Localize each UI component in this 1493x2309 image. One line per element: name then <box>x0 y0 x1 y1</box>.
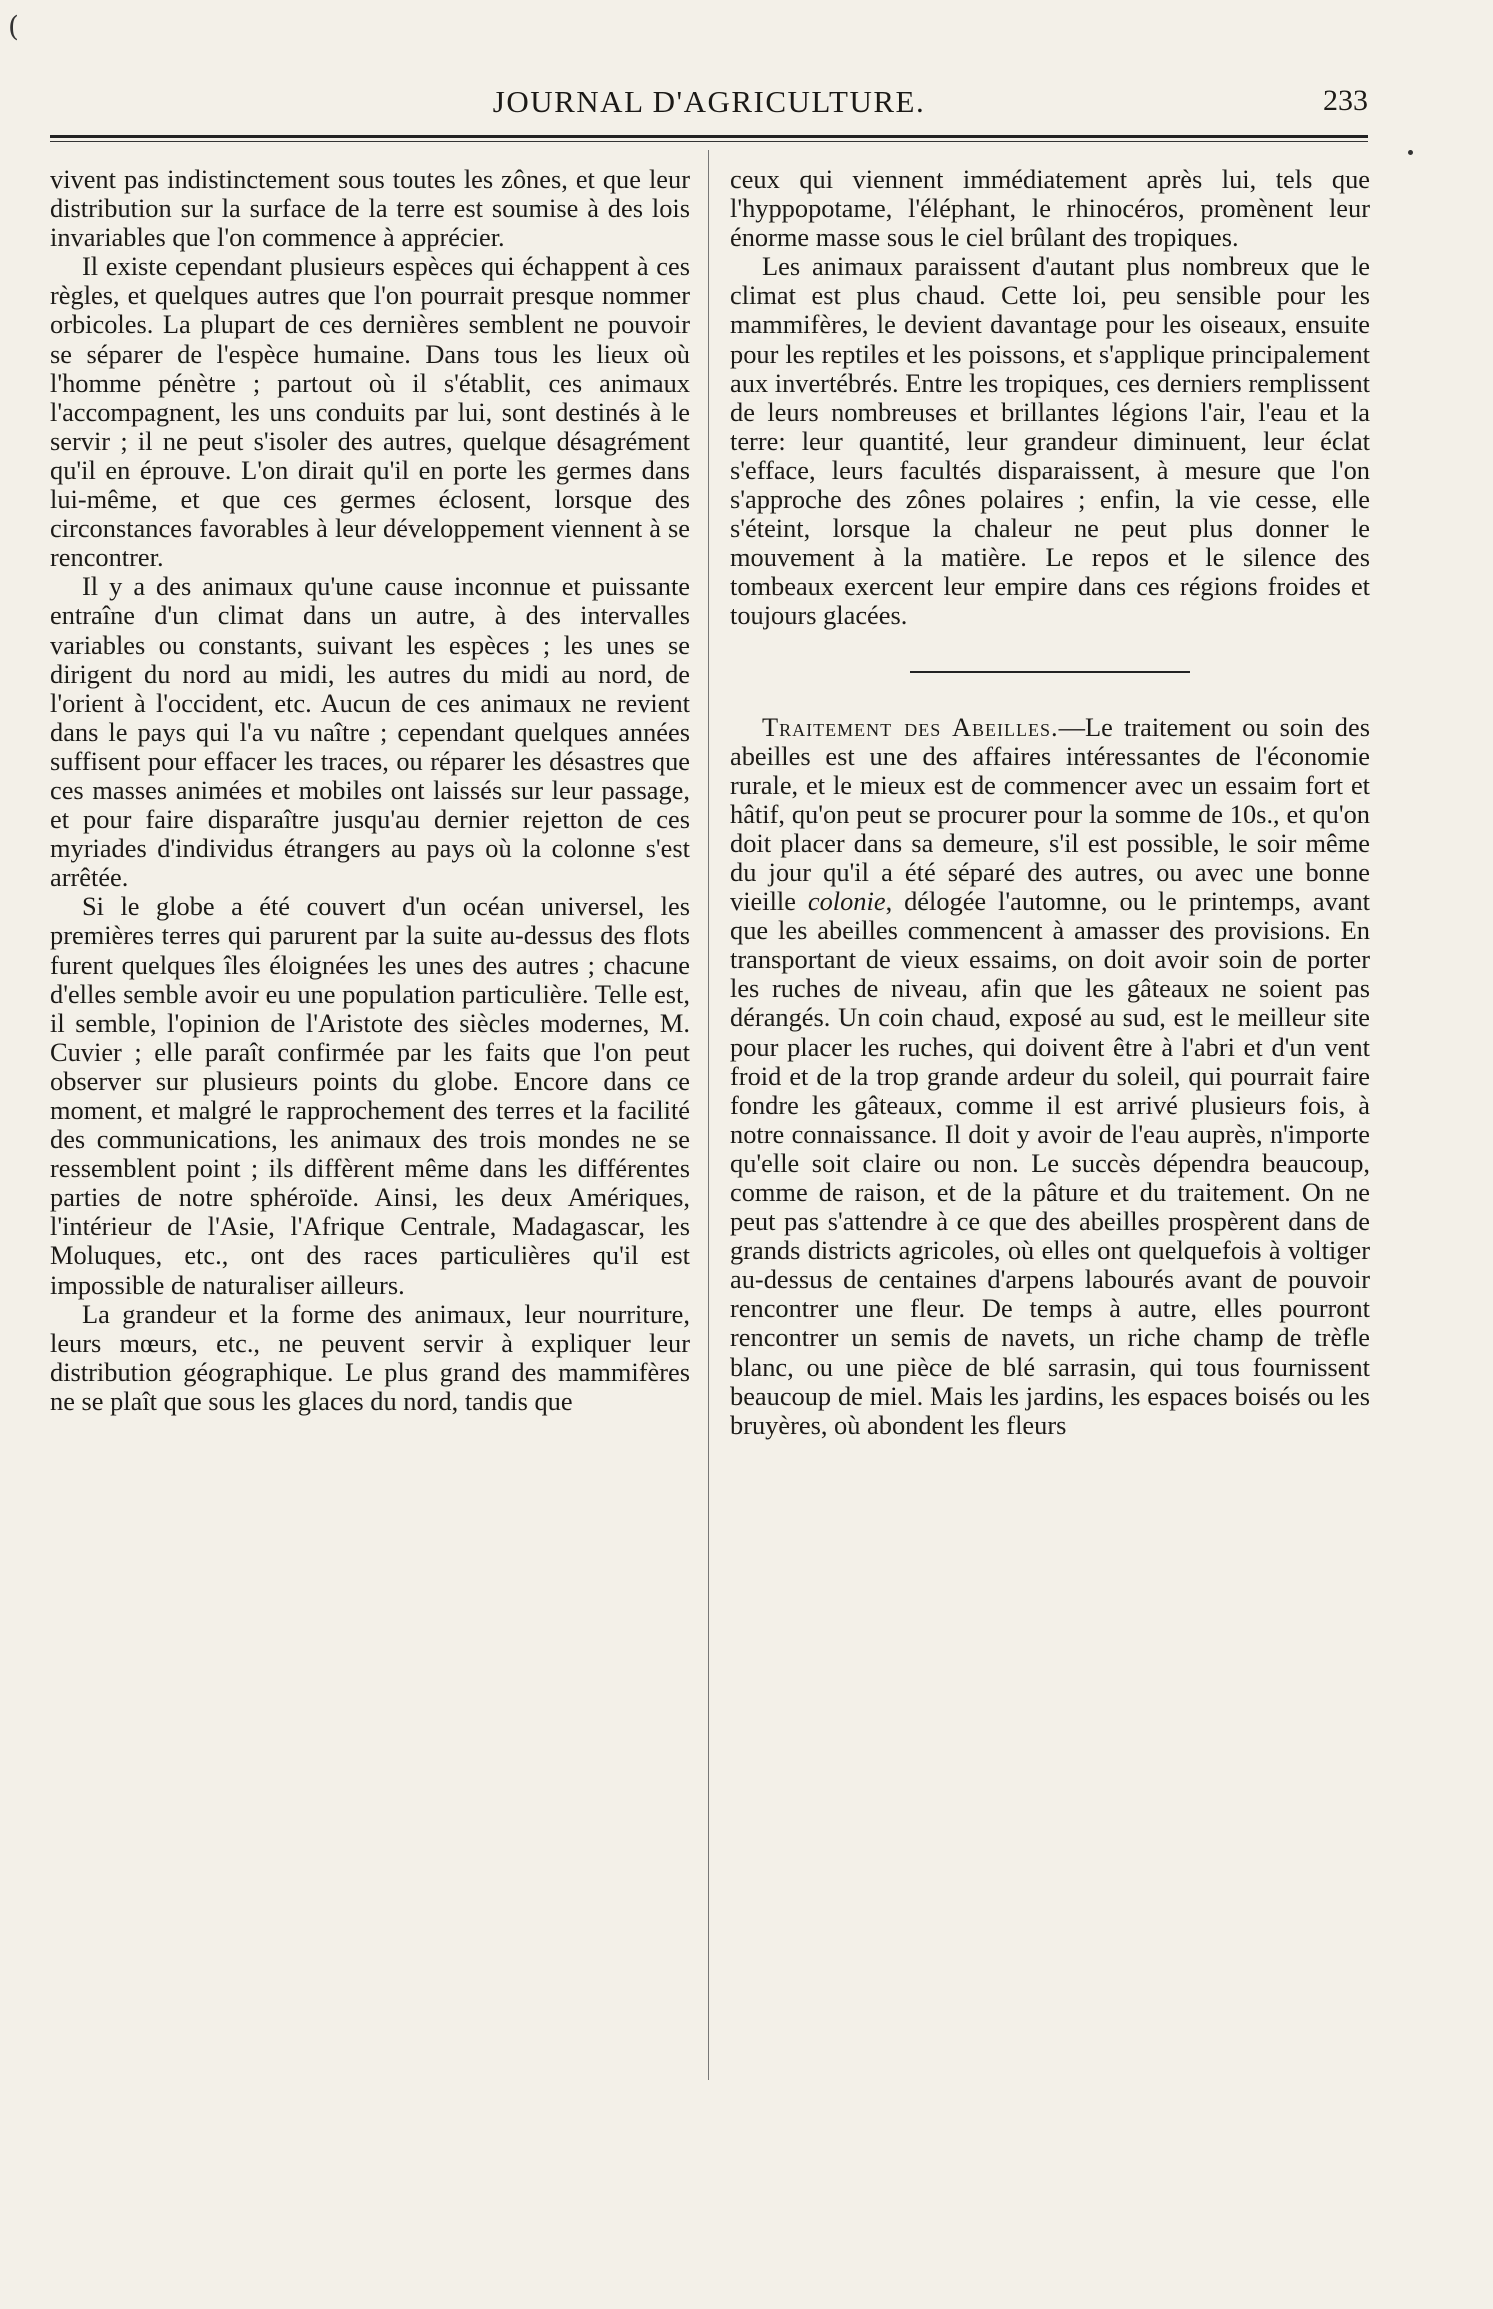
section-heading: Traitement des Abeilles. <box>762 711 1059 742</box>
bees-text-part-2: , délogée l'automne, ou le printemps, avant que les abeilles commencent à amasser des provisions. En transportant de vieux essaims, on doit avoir soin de porter les ruches de niveau, afin que les gâteaux ne soient pas dérangés. Un coin chaud, exposé au sud, est le meilleur site pour placer les ruches, qui doivent être à l'abri et d'un vent froid et de la trop grande ardeur du soleil, qui pourrait faire fondre les gâteaux, comme il est arrivé plusieurs fois, à notre connaissance. Il doit y avoir de l'eau auprès, n'importe qu'elle soit claire ou non. Le succès dépendra beaucoup, comme de raison, et de la pâture et du traitement. On ne peut pas s'attendre à ce que des abeilles prospèrent dans de grands districts agricoles, où elles ont quelquefois à voltiger au-dessus de centaines d'arpens labourés avant de pouvoir rencontrer une fleur. De temps à autre, elles pourront rencontrer un semis de navets, un riche champ de trèfle blanc, ou une pièce de blé sarrasin, qui tous fournissent beaucoup de miel. Mais les jardins, les espaces boisés ou les bruyères, où abondent les fleurs <box>730 886 1370 1440</box>
left-paragraph-2: Il existe cependant plusieurs espèces qui échappent à ces règles, et quelques autres que l'on pourrait presque nommer orbicoles. La plupart de ces dernières semblent ne pouvoir se séparer de l'espèce humaine. Dans tous les lieux où l'homme pénètre ; partout où il s'établit, ces animaux l'accompagnent, les uns conduits par lui, sont destinés à le servir ; il ne peut s'isoler des autres, quelque désagrément qu'il en éprouve. L'on dirait qu'il en porte les germes dans lui-même, et que ces germes éclosent, lorsque des circonstances favorables à leur développement viennent à se rencontrer. <box>50 251 690 573</box>
margin-mark: ( <box>8 10 19 43</box>
bees-text-part-1: —Le traitement ou soin des abeilles est une des affaires intéressantes de l'économie rurale, et le mieux est de commencer avec un essaim fort et hâtif, qu'on peut se procurer pour la somme de 10s., et qu'on doit placer dans sa demeure, s'il est possible, le soir même du jour qu'il a été séparé des autres, ou avec une bonne vieille <box>730 711 1370 917</box>
journal-title: JOURNAL D'AGRICULTURE. <box>492 84 926 119</box>
left-paragraph-3: Il y a des animaux qu'une cause inconnue et puissante entraîne d'un climat dans un autre, à des intervalles variables ou constants, suivant les espèces ; les unes se dirigent du nord au midi, les autres du midi au nord, de l'orient à l'occident, etc. Aucun de ces animaux ne revient dans le pays qui l'a vu naître ; cependant quelques années suffisent pour effacer les traces, ou réparer les désastres que ces masses animées et mobiles ont laissés sur leur passage, et pour faire disparaître jusqu'au dernier rejetton de ces myriades d'individus étrangers au pays où la colonne s'est arrêtée. <box>50 571 690 893</box>
column-divider <box>708 150 709 2080</box>
page-number: 233 <box>1323 84 1368 117</box>
right-paragraph-2: Les animaux paraissent d'autant plus nombreux que le climat est plus chaud. Cette loi, peu sensible pour les mammifères, le devient davantage pour les oiseaux, ensuite pour les reptiles et les poissons, et s'applique principalement aux invertébrés. Entre les tropiques, ces derniers remplissent de leurs nombreuses et brillantes légions l'air, l'eau et la terre: leur quantité, leur grandeur diminuent, leur éclat s'efface, leurs facultés disparaissent, à mesure que l'on s'approche des zônes polaires ; enfin, la vie cesse, elle s'éteint, lorsque la chaleur ne peut plus donner le mouvement à la matière. Le repos et le silence des tombeaux exercent leur empire dans ces régions froides et toujours glacées. <box>730 251 1370 631</box>
header-rule-thin <box>50 141 1368 142</box>
margin-dot <box>1408 150 1413 155</box>
right-column <box>730 165 1370 1440</box>
left-paragraph-5: La grandeur et la forme des animaux, leur nourriture, leurs mœurs, etc., ne peuvent servir à expliquer leur distribution géographique. Le plus grand des mammifères ne se plaît que sous les glaces du nord, tandis que <box>50 1298 690 1416</box>
left-column <box>50 165 690 1416</box>
header-rule-thick <box>50 135 1368 138</box>
left-paragraph-1: vivent pas indistinctement sous toutes les zônes, et que leur distribution sur la surface de la terre est soumise à des lois invariables que l'on commence à apprécier. <box>50 164 690 253</box>
bees-text-italic: colonie <box>807 886 886 917</box>
right-paragraph-1: ceux qui viennent immédiatement après lui, tels que l'hyppopotame, l'éléphant, le rhinocéros, promènent leur énorme masse sous le ciel brûlant des tropiques. <box>730 164 1370 253</box>
page-header <box>50 78 1368 138</box>
bees-article <box>730 713 1370 1440</box>
left-paragraph-4: Si le globe a été couvert d'un océan universel, les premières terres qui parurent par la suite au-dessus des flots furent quelques îles éloignées les unes des autres ; chacune d'elles semble avoir eu une population particulière. Telle est, il semble, l'opinion de l'Aristote des siècles modernes, M. Cuvier ; elle paraît confirmée par les faits que l'on peut observer sur plusieurs points du globe. Encore dans ce moment, et malgré le rapprochement des terres et la facilité des communications, les animaux des trois mondes ne se ressemblent point ; ils diffèrent même dans les différentes parties de notre sphéroïde. Ainsi, les deux Amériques, l'intérieur de l'Asie, l'Afrique Centrale, Madagascar, les Moluques, etc., ont des races particulières qu'il est impossible de naturaliser ailleurs. <box>50 891 690 1300</box>
section-separator <box>910 671 1190 673</box>
